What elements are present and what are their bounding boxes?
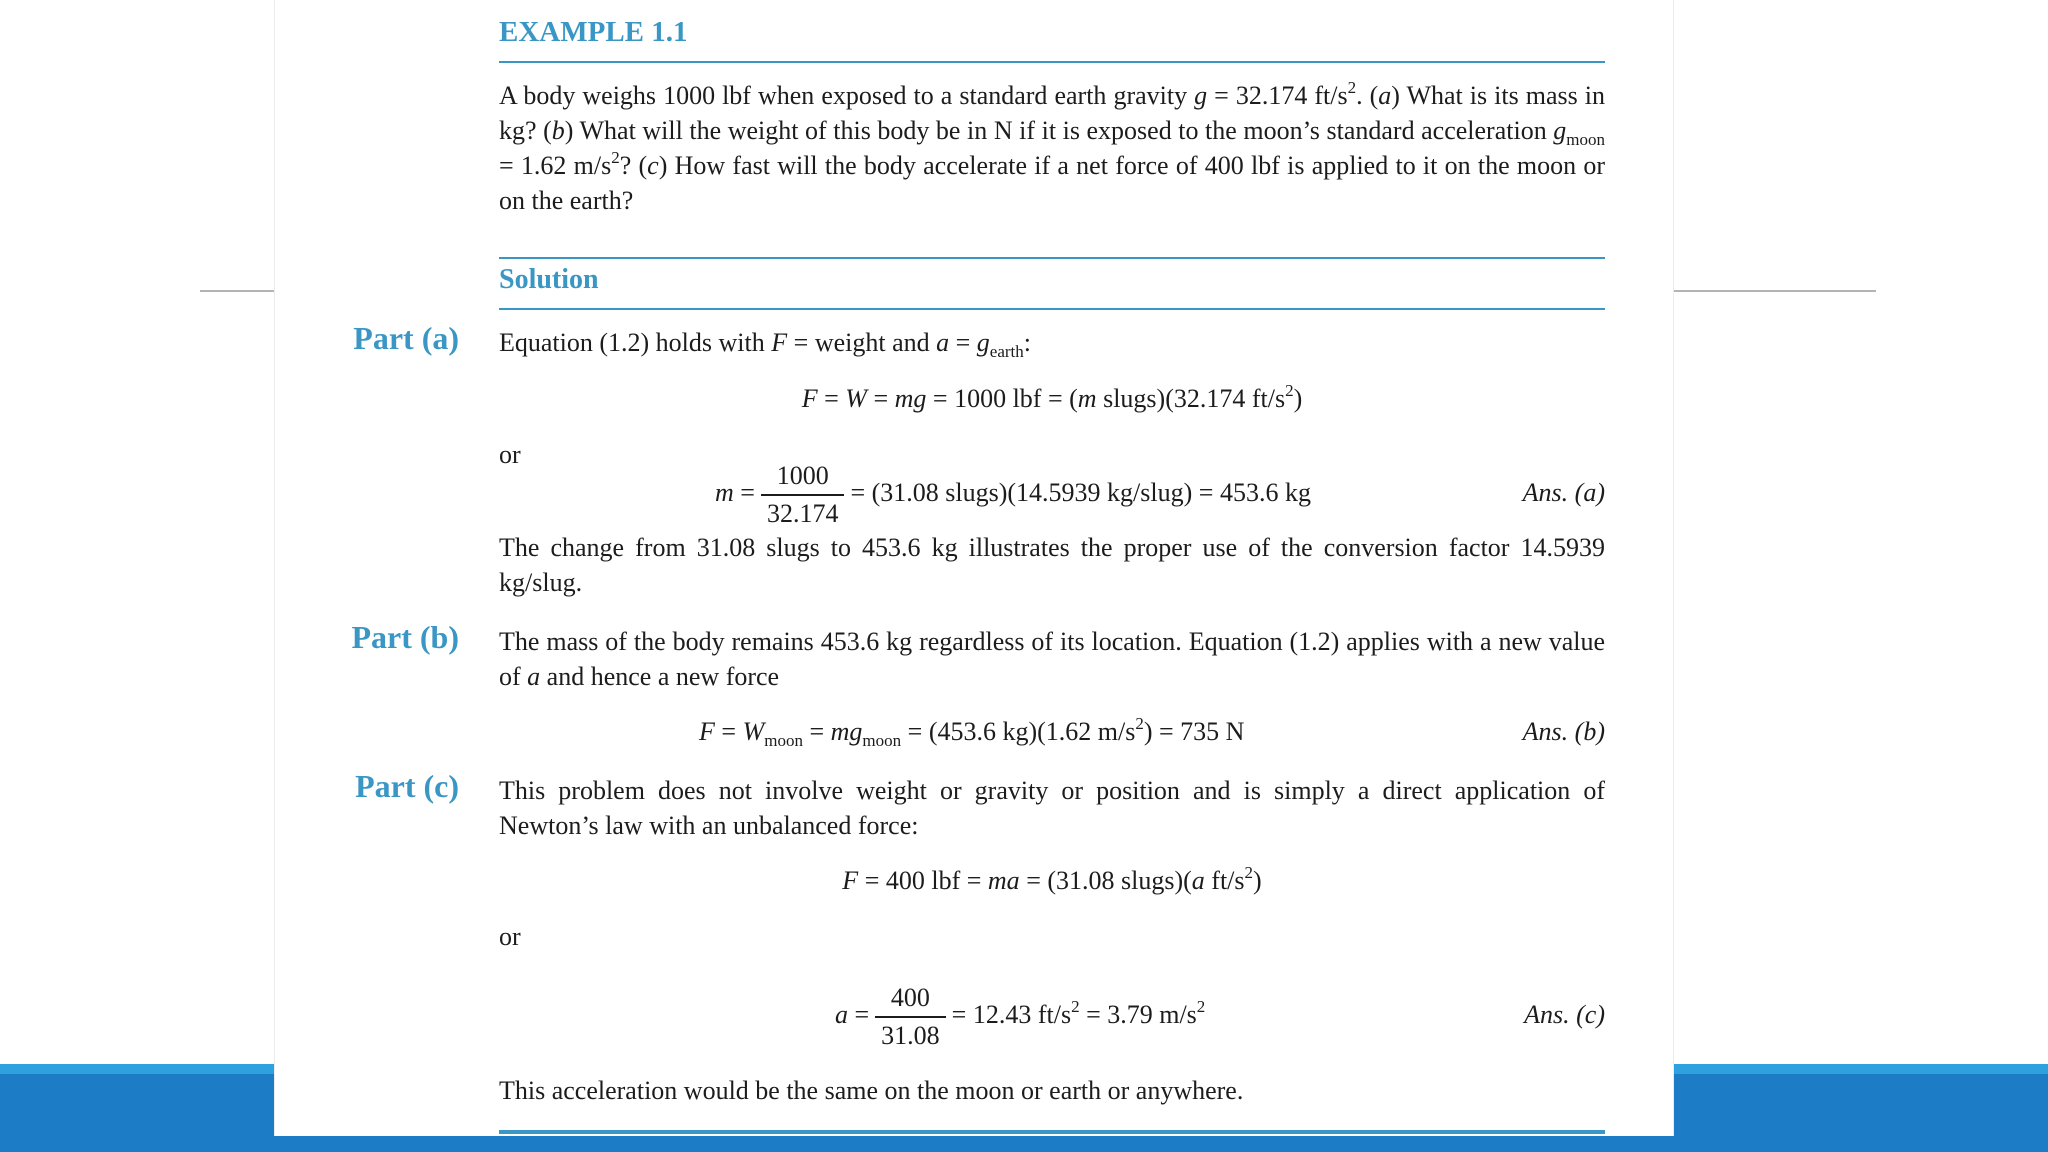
- text: =: [949, 328, 977, 357]
- solution-bottom-rule: [499, 308, 1605, 310]
- or-connector: or: [499, 440, 521, 469]
- eq-text: =: [866, 384, 895, 413]
- eq-text: =: [733, 477, 755, 507]
- equation-mass: [499, 458, 1605, 532]
- equation-weight-earth: [499, 382, 1605, 416]
- problem-text: ) What will the weight of this body be in N if it is exposed to the moon’s standard acceleration: [564, 116, 1554, 145]
- example-title-rule: [499, 61, 1605, 63]
- eq-text: = (453.6 kg)(1.62 m/s: [901, 717, 1136, 746]
- var-a: a: [936, 328, 950, 357]
- var-a: a: [835, 999, 848, 1029]
- equation-weight-moon: [499, 715, 1605, 749]
- slide-divider-left: [200, 290, 274, 292]
- exponent: 2: [611, 148, 620, 167]
- var-F: F: [771, 328, 788, 357]
- var-mg: mg: [894, 384, 927, 413]
- part-a-label: Part (a): [353, 320, 459, 356]
- part-letter-a: a: [1378, 81, 1392, 110]
- exponent: 2: [1347, 78, 1357, 97]
- part-a-conclusion: The change from 31.08 slugs to 453.6 kg illustrates the proper use of the conversion factor 14.5939 kg/slug.: [499, 533, 1605, 597]
- eq-text: =: [848, 999, 870, 1029]
- eq-text: ft/s: [1204, 866, 1245, 895]
- var-m: m: [1077, 384, 1097, 413]
- fraction-numerator: 400: [875, 980, 946, 1018]
- eq-text: = 12.43 ft/s: [951, 999, 1072, 1029]
- problem-text: ) What is its mass in kg? (: [499, 81, 1605, 145]
- answer-a-label: Ans. (a): [1522, 478, 1605, 507]
- part-c-label: Part (c): [355, 768, 459, 804]
- text: :: [1023, 328, 1032, 357]
- problem-text: = 1.62 m/s: [499, 151, 612, 180]
- subscript-moon: moon: [862, 731, 902, 750]
- slide-divider-right: [1672, 290, 1876, 292]
- var-F: F: [699, 717, 715, 746]
- text: The mass of the body remains 453.6 kg regardless of its location. Equation (1.2) applies with a new value of: [499, 627, 1605, 691]
- var-ma: ma: [987, 866, 1020, 895]
- part-c-conclusion: This acceleration would be the same on the moon or earth or anywhere.: [499, 1076, 1244, 1105]
- var-a: a: [1191, 866, 1205, 895]
- eq-text: = 400 lbf =: [858, 866, 988, 895]
- exponent: 2: [1244, 863, 1254, 882]
- fraction: [761, 458, 845, 532]
- subscript-earth: earth: [989, 342, 1024, 361]
- exponent: 2: [1135, 714, 1144, 733]
- eq-text: slugs)(32.174 ft/s: [1096, 384, 1286, 413]
- part-letter-c: c: [647, 151, 659, 180]
- part-letter-b: b: [551, 116, 565, 145]
- var-W: W: [742, 717, 765, 746]
- text: Equation (1.2) holds with: [499, 328, 772, 357]
- example-title: EXAMPLE 1.1: [499, 16, 688, 48]
- problem-text: = 32.174 ft/s: [1207, 81, 1348, 110]
- problem-text: A body weighs 1000 lbf when exposed to a standard earth gravity: [499, 81, 1195, 110]
- solution-title: Solution: [499, 264, 599, 295]
- fraction-numerator: 1000: [761, 458, 845, 496]
- eq-text: = (31.08 slugs)(: [1019, 866, 1192, 895]
- part-b-label: Part (b): [351, 619, 459, 655]
- eq-text: ): [1253, 866, 1262, 895]
- subscript-moon: moon: [1566, 130, 1605, 149]
- fraction: [875, 980, 946, 1054]
- equation-force: [499, 864, 1605, 898]
- or-connector: or: [499, 922, 521, 951]
- eq-text: =: [714, 717, 743, 746]
- page-bottom-rule: [499, 1130, 1605, 1134]
- text: and hence a new force: [540, 662, 780, 691]
- eq-text: = 1000 lbf = (: [926, 384, 1078, 413]
- fraction-denominator: 32.174: [766, 499, 839, 528]
- exponent: 2: [1196, 996, 1206, 1016]
- var-a: a: [527, 662, 541, 691]
- problem-statement: [499, 78, 1605, 218]
- part-b-text: [499, 624, 1605, 694]
- problem-text: ) How fast will the body accelerate if a net force of 400 lbf is applied to it on the moon or on the earth?: [499, 151, 1606, 215]
- eq-text: ): [1293, 384, 1303, 413]
- equation-acceleration: [499, 980, 1605, 1054]
- problem-text: ? (: [619, 151, 648, 180]
- var-g: g: [1194, 81, 1208, 110]
- part-c-text: This problem does not involve weight or gravity or position and is simply a direct application of Newton’s law with an unbalanced force:: [499, 776, 1605, 840]
- var-mg: mg: [830, 717, 863, 746]
- var-m: m: [715, 477, 734, 507]
- problem-text: . (: [1356, 81, 1379, 110]
- solution-top-rule: [499, 257, 1605, 259]
- eq-text: ) = 735 N: [1143, 717, 1245, 746]
- var-g: g: [1553, 116, 1567, 145]
- var-g: g: [976, 328, 990, 357]
- eq-text: = (31.08 slugs)(14.5939 kg/slug) = 453.6 kg: [850, 477, 1311, 507]
- fraction-denominator: 31.08: [881, 1021, 940, 1050]
- var-W: W: [845, 384, 867, 413]
- eq-text: = 3.79 m/s: [1079, 999, 1197, 1029]
- exponent: 2: [1285, 381, 1294, 400]
- answer-c-label: Ans. (c): [1524, 1000, 1605, 1029]
- document-page: [274, 0, 1674, 1136]
- eq-text: =: [817, 384, 846, 413]
- exponent: 2: [1071, 996, 1080, 1016]
- eq-text: =: [802, 717, 831, 746]
- subscript-moon: moon: [764, 731, 803, 750]
- part-a-intro: [499, 325, 1605, 360]
- var-F: F: [842, 866, 859, 895]
- answer-b-label: Ans. (b): [1522, 717, 1605, 746]
- var-F: F: [801, 384, 818, 413]
- text: = weight and: [787, 328, 937, 357]
